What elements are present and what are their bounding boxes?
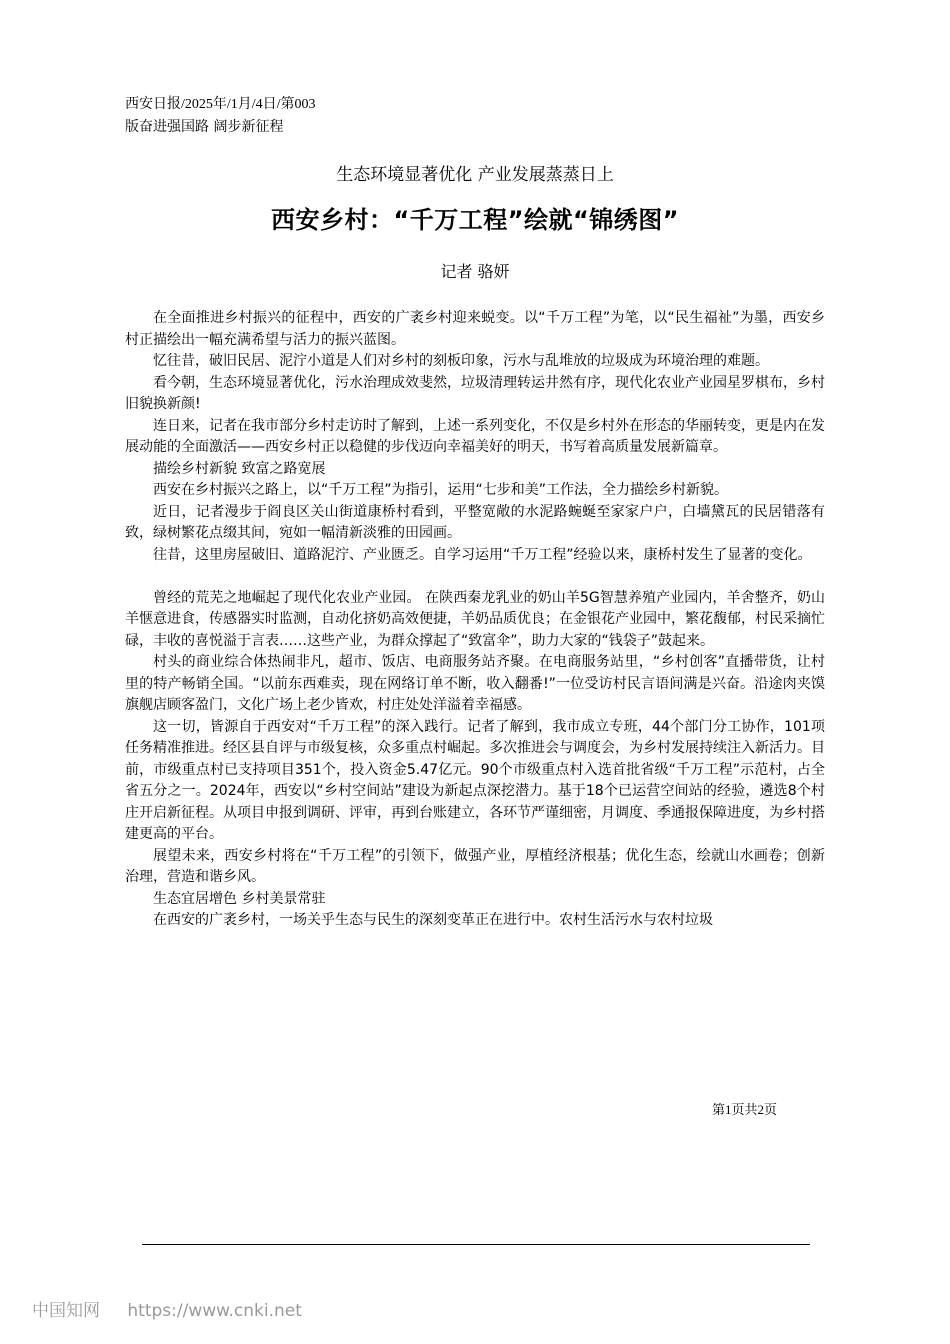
paragraph: 看今朝，生态环境显著优化，污水治理成效斐然，垃圾清理转运井然有序，现代化农业产业园星罗棋布，乡村旧貌换新颜! [125,374,825,412]
paragraph: 在全面推进乡村振兴的征程中，西安的广袤乡村迎来蜕变。以“千万工程”为笔，以“民生福祉”为墨，西安乡村正描绘出一幅充满希望与活力的振兴蓝图。 [125,310,825,348]
watermark-brand: 中国知网 [32,1301,100,1321]
article-title: 西安乡村：“千万工程”绘就“锦绣图” [270,206,680,234]
paragraph: 这一切，皆源自于西安对“千万工程”的深入践行。记者了解到，我市成立专班，44个部门分工协作，101项任务精准推进。经区县自评与市级复核，众多重点村崛起。多次推进会与调度会，为乡村发展持续注入新活力。目前，市级重点村已支持项目351个，投入资金5.47亿元。90个市级重点村入选首批省级“千万工程”示范村，占全省五分之一。2024年，西安以“乡村空间站”建设为新起点深挖潜力。基于18个已运营空间站的经验，遴选8个村庄开启新征程。从项目申报到调研、评审，再到台账建立，各环节严谨细密，月调度、季通报保障进度，为乡村搭建更高的平台。 [125,718,825,842]
section-heading: 生态宜居增色 乡村美景常驻 [153,890,326,907]
paragraph: 曾经的荒芜之地崛起了现代化农业产业园。 在陕西秦龙乳业的奶山羊5G智慧养殖产业园内，羊舍整齐，奶山羊惬意进食，传感器实时监测，自动化挤奶高效便捷，羊奶品质优良；在金银花产业园中，繁花馥郁，村民采摘忙碌，丰收的喜悦溢于言表……这些产业，为群众撑起了“致富伞”，助力大家的“钱袋子”鼓起来。 [125,589,825,649]
paragraph: 连日来，记者在我市部分乡村走访时了解到，上述一系列变化，不仅是乡村外在形态的华丽转变，更是内在发展动能的全面激活——西安乡村正以稳健的步伐迈向幸福美好的明天，书写着高质量发展新篇章。 [125,417,825,455]
article-subtitle: 生态环境显著优化 产业发展蒸蒸日上 [336,165,614,185]
paragraph: 忆往昔，破旧民居、泥泞小道是人们对乡村的刻板印象，污水与乱堆放的垃圾成为环境治理的难题。 [153,353,769,369]
paragraph-spacer [125,566,825,588]
section-heading: 描绘乡村新貌 致富之路宽展 [153,460,326,477]
paragraph: 展望未来，西安乡村将在“千万工程”的引领下，做强产业，厚植经济根基；优化生态，绘就山水画卷；创新治理，营造和谐乡风。 [125,847,825,885]
source-line: 西安日报/2025年/1月/4日/第003 [125,97,316,112]
article-byline: 记者 骆妍 [440,262,510,281]
paragraph: 在西安的广袤乡村，一场关乎生态与民生的深刻变革正在进行中。农村生活污水与农村垃圾 [153,912,713,928]
watermark [32,1296,302,1321]
paragraph: 村头的商业综合体热闹非凡，超市、饭店、电商服务站齐聚。在电商服务站里，“乡村创客”直播带货，让村里的特产畅销全国。“以前东西难卖，现在网络订单不断，收入翻番!”一位受访村民言语间满是兴奋。沿途肉夹馍旗舰店顾客盈门，文化广场上老少皆欢，村庄处处洋溢着幸福感。 [125,654,825,713]
paragraph: 西安在乡村振兴之路上，以“千万工程”为指引，运用“七步和美”工作法，全力描绘乡村新貌。 [153,482,729,498]
watermark-url: https://www.cnki.net [127,1301,302,1321]
footer-divider [142,1244,810,1245]
article-body [125,308,825,932]
column-title: 版奋进强国路 阔步新征程 [125,119,284,135]
paragraph: 往昔，这里房屋破旧、道路泥泞、产业匮乏。自学习运用“千万工程”经验以来，康桥村发生了显著的变化。 [153,546,812,563]
paragraph: 近日，记者漫步于阎良区关山街道康桥村看到，平整宽敞的水泥路蜿蜒至家家户户，白墙黛瓦的民居错落有致，绿树繁花点缀其间，宛如一幅清新淡雅的田园画。 [125,503,825,541]
page-indicator: 第1页共2页 [712,1102,778,1117]
